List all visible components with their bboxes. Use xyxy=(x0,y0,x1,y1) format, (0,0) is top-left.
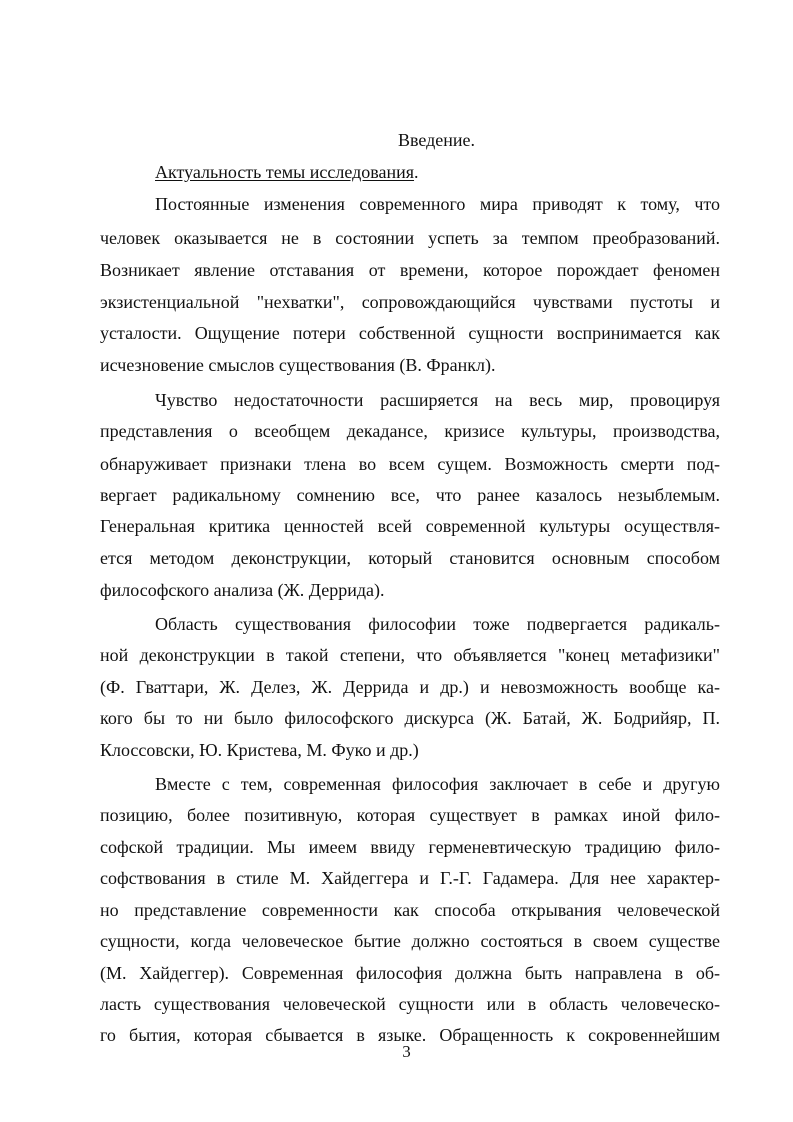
page-heading: Введение. xyxy=(397,130,476,150)
paragraph-2-line-7: философского анализа (Ж. Деррида). xyxy=(100,580,385,600)
paragraph-1-line-4: экзистенциальной "нехватки", сопровождающийся чувствами пустоты и xyxy=(100,292,720,312)
section-subheading xyxy=(155,162,419,183)
paragraph-4-line-8: ласть существования человеческой сущности или в область человеческо- xyxy=(100,994,720,1014)
paragraph-4-line-9: го бытия, которая сбывается в языке. Обращенность к сокровеннейшим xyxy=(100,1025,720,1045)
paragraph-4-line-6: сущности, когда человеческое бытие должно состояться в своем существе xyxy=(100,931,720,951)
paragraph-2-line-1: Чувство недостаточности расширяется на весь мир, провоцируя xyxy=(155,390,720,410)
paragraph-2-line-5: Генеральная критика ценностей всей современной культуры осуществля- xyxy=(100,516,720,536)
subheading-period: . xyxy=(414,162,419,182)
paragraph-4-line-7: (М. Хайдеггер). Современная философия должна быть направлена в об- xyxy=(100,963,720,983)
paragraph-2-line-3: обнаруживает признаки тлена во всем сущем. Возможность смерти под- xyxy=(100,454,720,474)
paragraph-2-line-6: ется методом деконструкции, который становится основным способом xyxy=(100,548,720,568)
page-number: 3 xyxy=(402,1042,411,1061)
paragraph-2-line-2: представления о всеобщем декадансе, кризисе культуры, производства, xyxy=(100,421,720,441)
paragraph-2-line-4: вергает радикальному сомнению все, что ранее казалось незыблемым. xyxy=(100,485,720,505)
paragraph-3-line-4: кого бы то ни было философского дискурса (Ж. Батай, Ж. Бодрийяр, П. xyxy=(100,708,720,728)
paragraph-1-line-6: исчезновение смыслов существования (В. Франкл). xyxy=(100,355,496,375)
paragraph-3-line-3: (Ф. Гваттари, Ж. Делез, Ж. Деррида и др.) и невозможность вообще ка- xyxy=(100,677,720,697)
paragraph-1-line-1: Постоянные изменения современного мира приводят к тому, что xyxy=(155,194,720,214)
paragraph-4-line-3: софской традиции. Мы имеем ввиду герменевтическую традицию фило- xyxy=(100,837,720,857)
paragraph-4-line-4: софствования в стиле М. Хайдеггера и Г.-Г. Гадамера. Для нее характер- xyxy=(100,868,720,888)
paragraph-4-line-2: позицию, более позитивную, которая существует в рамках иной фило- xyxy=(100,805,720,825)
paragraph-4-line-5: но представление современности как способа открывания человеческой xyxy=(100,900,720,920)
paragraph-3-line-2: ной деконструкции в такой степени, что объявляется "конец метафизики" xyxy=(100,645,720,665)
paragraph-4-line-1: Вместе с тем, современная философия заключает в себе и другую xyxy=(155,774,720,794)
paragraph-3-line-1: Область существования философии тоже подвергается радикаль- xyxy=(155,614,720,634)
paragraph-3-line-5: Клоссовски, Ю. Кристева, М. Фуко и др.) xyxy=(100,740,419,760)
paragraph-1-line-3: Возникает явление отставания от времени, которое порождает феномен xyxy=(100,260,720,280)
paragraph-1-line-5: усталости. Ощущение потери собственной сущности воспринимается как xyxy=(100,323,720,343)
subheading-text: Актуальность темы исследования xyxy=(155,162,415,182)
paragraph-1-line-2: человек оказывается не в состоянии успеть за темпом преобразований. xyxy=(100,228,720,248)
